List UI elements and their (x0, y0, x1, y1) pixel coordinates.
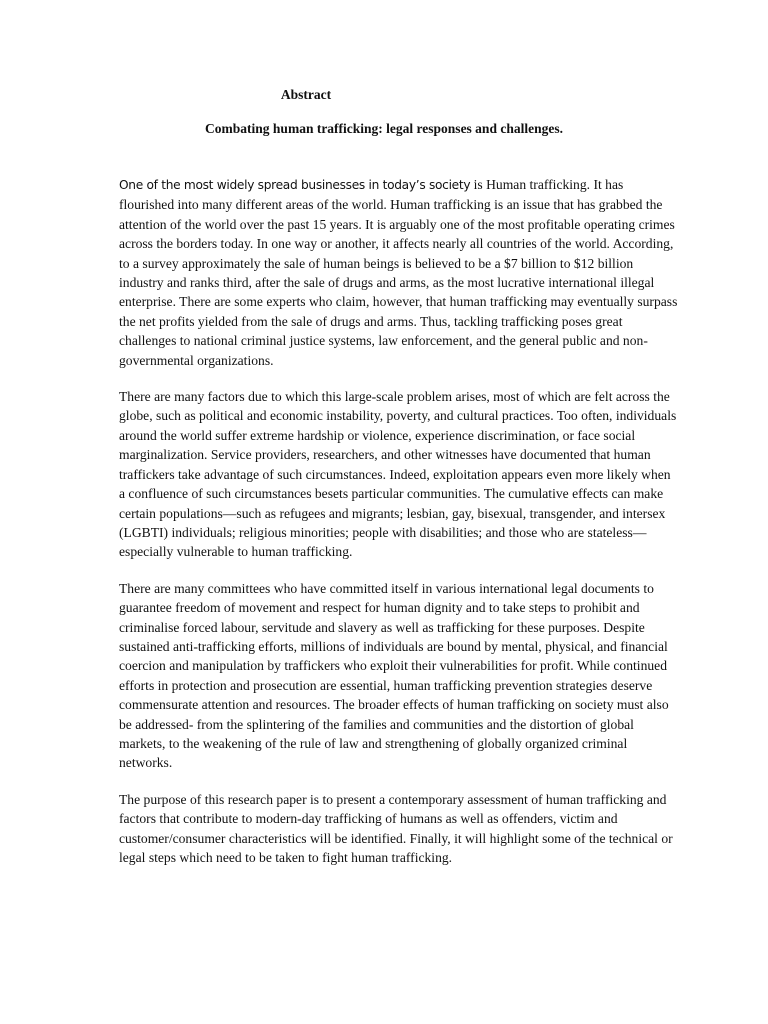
abstract-heading: Abstract (280, 87, 332, 102)
paragraph-1-lead-in: One of the most widely spread businesses in today’s society (119, 178, 471, 192)
paragraph-2 (119, 387, 679, 562)
abstract-body (119, 175, 679, 884)
paragraph-3-text: There are many committees who have committed itself in various international legal documents to guarantee freedom of movement and respect for human dignity and to take steps to prohibit and criminalise forced labour, servitude and slavery as well as trafficking for these purposes. Despite sustained anti-trafficking efforts, millions of individuals are bound by mental, physical, and financial coercion and manipulation by traffickers who exploit their vulnerabilities for profit. While continued efforts in protection and prosecution are essential, human trafficking prevention strategies deserve commensurate attention and resources. The broader effects of human trafficking on society must also be addressed- from the splintering of the families and communities and the distortion of global markets, to the weakening of the rule of law and strengthening of globally organized criminal networks. (119, 580, 669, 771)
paper-title: Combating human trafficking: legal responses and challenges. (205, 121, 563, 136)
paragraph-2-text: There are many factors due to which this large-scale problem arises, most of which are felt across the globe, such as political and economic instability, poverty, and cultural practices. Too often, individuals around the world suffer extreme hardship or violence, experience discrimination, or face social marginalization. Service providers, researchers, and other witnesses have documented that human traffickers take advantage of such circumstances. Indeed, exploitation appears even more likely when a confluence of such circumstances besets particular communities. The cumulative effects can make certain populations—such as refugees and migrants; lesbian, gay, bisexual, transgender, and intersex (LGBTI) individuals; religious minorities; people with disabilities; and those who are stateless—especially vulnerable to human trafficking. (119, 389, 677, 560)
paragraph-3 (119, 579, 679, 773)
paragraph-1 (119, 175, 679, 370)
paragraph-4 (119, 790, 679, 868)
paragraph-1-text: is Human trafficking. It has flourished into many different areas of the world. Human trafficking is an issue that has grabbed the attention of the world over the past 15 years. It is arguably one of the most profitable operating crimes across the borders today. In one way or another, it affects nearly all countries of the world. According, to a survey approximately the sale of human beings is believed to be a $7 billion to $12 billion industry and ranks third, after the sale of drugs and arms, as the most lucrative international illegal enterprise. There are some experts who claim, however, that human trafficking may eventually surpass the net profits yielded from the sale of drugs and arms. Thus, tackling trafficking poses great challenges to national criminal justice systems, law enforcement, and the general public and non-governmental organizations. (119, 177, 678, 368)
paragraph-4-text: The purpose of this research paper is to present a contemporary assessment of human trafficking and factors that contribute to modern-day trafficking of humans as well as offenders, victim and customer/consumer characteristics will be identified. Finally, it will highlight some of the technical or legal steps which need to be taken to fight human trafficking. (119, 791, 673, 865)
